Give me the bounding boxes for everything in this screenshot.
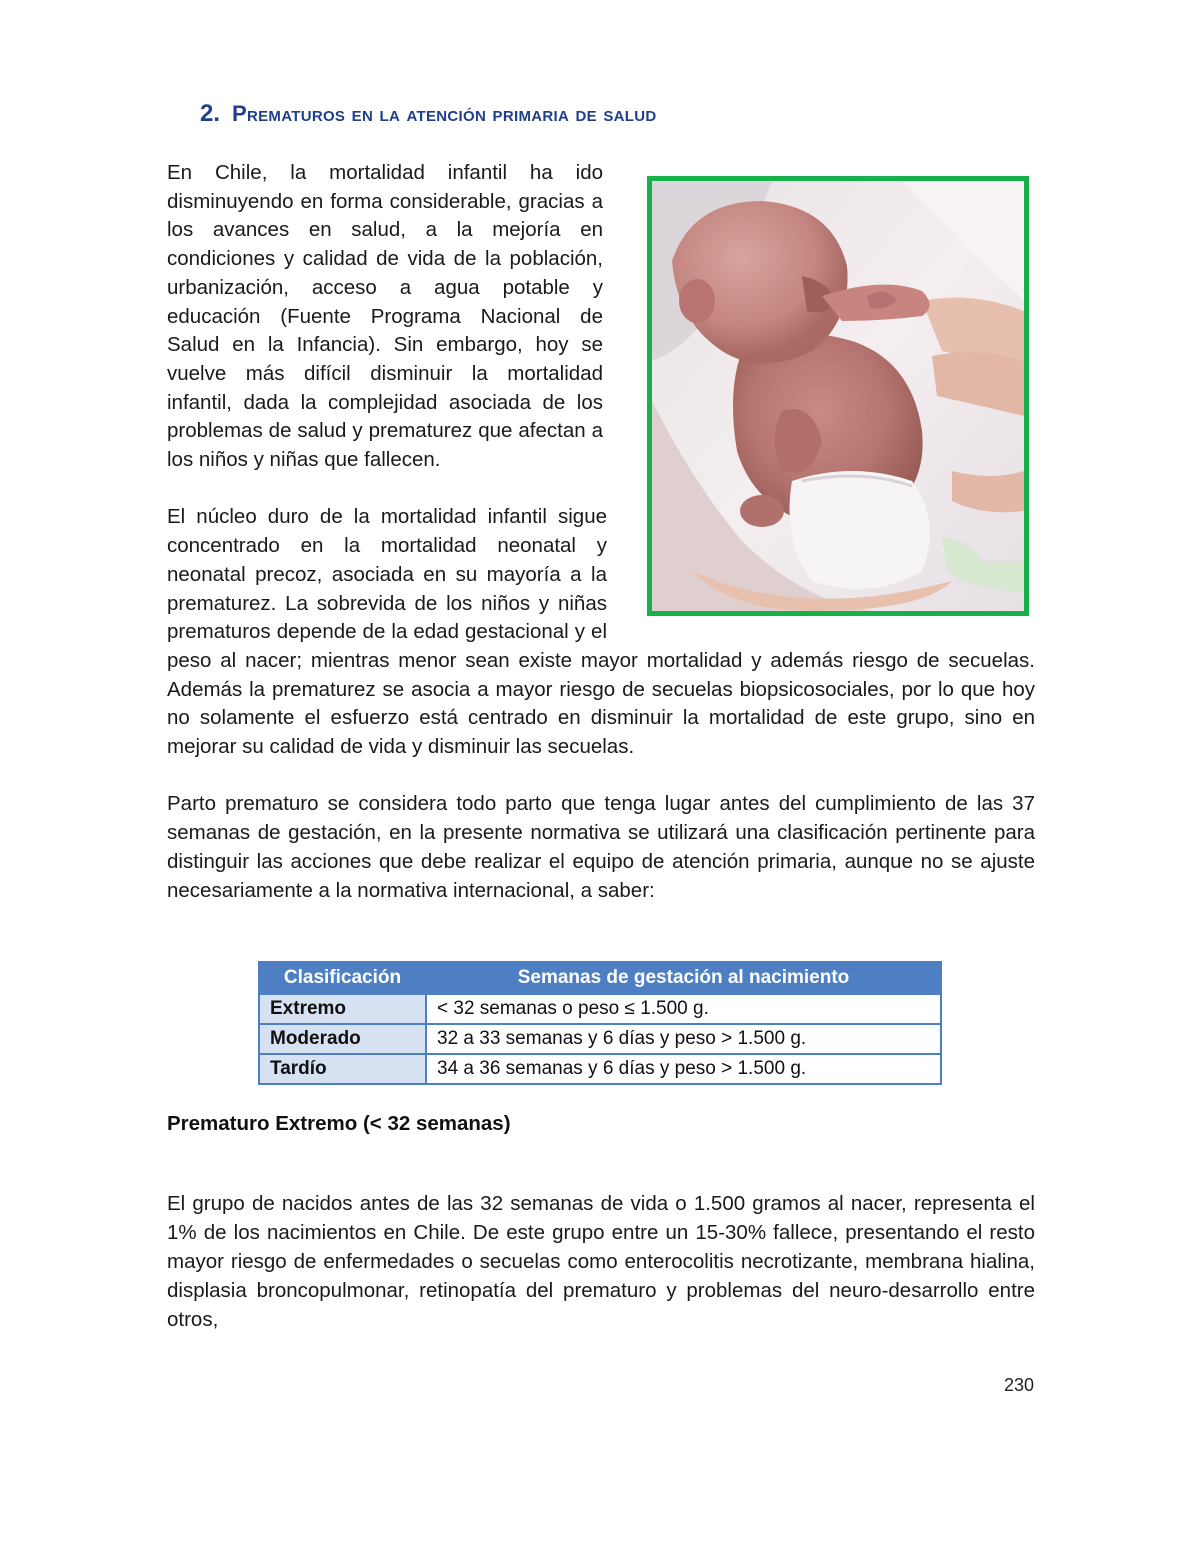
header-semanas: Semanas de gestación al nacimiento: [426, 962, 941, 994]
classification-table: [258, 961, 942, 1085]
row-label-extremo: Extremo: [259, 994, 426, 1024]
header-clasificacion: Clasificación: [259, 962, 426, 994]
paragraph-intro: En Chile, la mortalidad infantil ha ido disminuyendo en forma considerable, gracias a los avances en salud, a la mejoría en condiciones y calidad de vida de la población, urbanización, acceso a agua potable y educación (Fuente Programa Nacional de Salud en la Infancia). Sin embargo, hoy se vuelve más difícil disminuir la mortalidad infantil, dada la complejidad asociada de los problemas de salud y prematurez que afectan a los niños y niñas que fallecen.: [167, 161, 603, 472]
paragraph-prematuro-extremo: El grupo de nacidos antes de las 32 semanas de vida o 1.500 gramos al nacer, representa el 1% de los nacimientos en Chile. De este grupo entre un 15-30% fallece, presentando el resto mayor riesgo de enfermedades o secuelas como enterocolitis necrotizante, membrana hialina, displasia broncopulmonar, retinopatía del prematuro y problemas del neuro-desarrollo entre otros,: [167, 1191, 1035, 1331]
paragraph-parto-prematuro: Parto prematuro se considera todo parto que tenga lugar antes del cumplimiento de las 37 semanas de gestación, en la presente normativa se utilizará una clasificación pertinente para distinguir las acciones que debe realizar el equipo de atención primaria, aunque no se ajuste necesariamente a la normativa internacional, a saber:: [167, 792, 1035, 902]
row-value-extremo: < 32 semanas o peso ≤ 1.500 g.: [426, 994, 941, 1024]
baby-photo-illustration: [652, 181, 1024, 611]
table-row: [259, 1024, 941, 1054]
row-value-tardio: 34 a 36 semanas y 6 días y peso > 1.500 g.: [426, 1054, 941, 1084]
photo-container: [647, 176, 1035, 622]
subheading-prematuro-extremo: Prematuro Extremo (< 32 semanas): [167, 1112, 511, 1135]
row-label-tardio: Tardío: [259, 1054, 426, 1084]
section-number: 2.: [200, 100, 221, 127]
classification-table-wrap: [258, 961, 942, 1085]
page-number: 230: [1003, 1375, 1034, 1395]
row-value-moderado: 32 a 33 semanas y 6 días y peso > 1.500 g.: [426, 1024, 941, 1054]
table-row: [259, 994, 941, 1024]
premature-baby-photo: [647, 176, 1029, 616]
row-label-moderado: Moderado: [259, 1024, 426, 1054]
table-row: [259, 1054, 941, 1084]
section-heading: [200, 100, 1020, 128]
section-title: Prematuros en la atención primaria de salud: [232, 101, 657, 126]
table-header-row: [259, 962, 941, 994]
paragraph-nucleo-duro: El núcleo duro de la mortalidad infantil sigue concentrado en la mortalidad neonatal y neonatal precoz, asociada en su mayoría a la prematurez. La sobrevida de los niños y niñas prematuros depende de la edad gestacional y el peso al nacer; mientras menor sean existe mayor mortalidad y además riesgo de secuelas. Además la prematurez se asocia a mayor riesgo de secuelas biopsicosociales, por lo que hoy no solamente el esfuerzo está centrado en disminuir la mortalidad de este grupo, sino en mejorar su calidad de vida y disminuir las secuelas.: [167, 505, 1035, 759]
body-text-column: [167, 159, 1035, 905]
